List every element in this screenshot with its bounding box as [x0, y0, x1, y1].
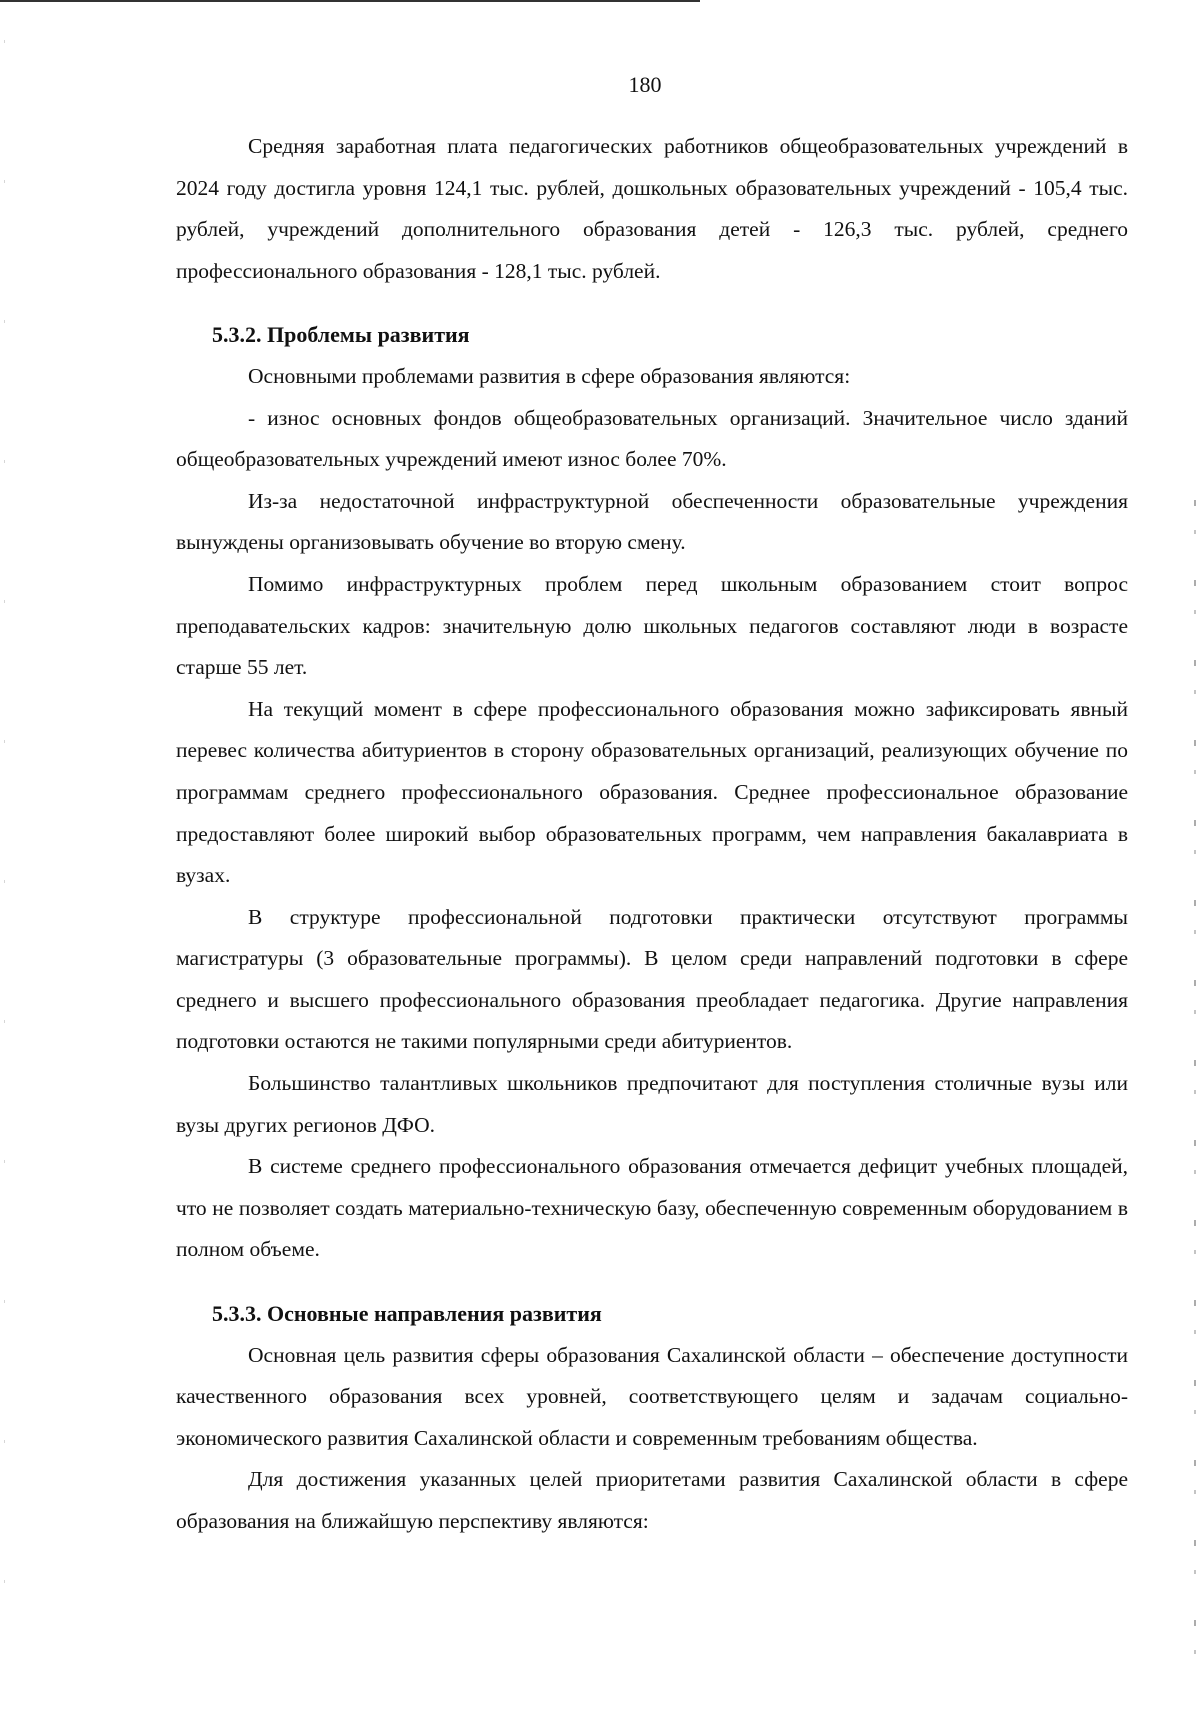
paragraph-priorities: Для достижения указанных целей приоритетами развития Сахалинской области в сфере образования на ближайшую перспективу являются:	[176, 1467, 1128, 1533]
paragraph-main-goal: Основная цель развития сферы образования Сахалинской области – обеспечение доступности качественного образования всех уровней, соответствующего целям и задачам социально-экономического развития Сахалинской области и современным требованиям общества.	[176, 1342, 1128, 1450]
page-number: 180	[628, 72, 662, 97]
paragraph-problems-intro: Основными проблемами развития в сфере образования являются:	[248, 363, 851, 388]
paragraph-second-shift: Из-за недостаточной инфраструктурной обеспеченности образовательные учреждения вынуждены организовывать обучение во вторую смену.	[176, 488, 1128, 555]
paragraph-space-deficit: В системе среднего профессионального образования отмечается дефицит учебных площадей, что не позволяет создать материально-техническую базу, обеспеченную современным оборудованием в полном объеме.	[176, 1154, 1128, 1262]
scan-artifact-right-edge	[1194, 500, 1196, 1700]
paragraph-talented-students: Большинство талантливых школьников предпочитают для поступления столичные вузы или вузы других регионов ДФО.	[176, 1071, 1128, 1137]
paragraph-teacher-staff: Помимо инфраструктурных проблем перед школьным образованием стоит вопрос преподавательских кадров: значительную долю школьных педагогов составляют люди в возрасте старше 55 лет.	[176, 571, 1128, 680]
heading-problems: 5.3.2. Проблемы развития	[212, 322, 470, 348]
scan-artifact-left-edge	[4, 40, 5, 1640]
paragraph-professional-education: На текущий момент в сфере профессионального образования можно зафиксировать явный перевес количества абитуриентов в сторону образовательных организаций, реализующих обучение по программам среднего профессионального образования. Среднее профессиональное образование предоставляют более широкий выбор образовательных программ, чем направления бакалавриата в вузах.	[176, 696, 1128, 888]
paragraph-wear-of-funds: - износ основных фондов общеобразовательных организаций. Значительное число зданий общеобразовательных учреждений имеют износ более 70%.	[176, 405, 1128, 472]
scan-artifact-top-line	[0, 0, 700, 2]
paragraph-salary: Средняя заработная плата педагогических работников общеобразовательных учреждений в 2024 году достигла уровня 124,1 тыс. рублей, дошкольных образовательных учреждений - 105,4 тыс. рублей, учреждений дополнительного образования детей - 126,3 тыс. рублей, среднего профессионального образования - 128,1 тыс. рублей.	[176, 134, 1128, 283]
paragraph-magistracy: В структуре профессиональной подготовки практически отсутствуют программы магистратуры (3 образовательные программы). В целом среди направлений подготовки в сфере среднего и высшего профессионального образования преобладает педагогика. Другие направления подготовки остаются не такими популярными среди абитуриентов.	[176, 904, 1128, 1054]
document-body	[176, 126, 1128, 1543]
heading-directions: 5.3.3. Основные направления развития	[212, 1301, 602, 1327]
